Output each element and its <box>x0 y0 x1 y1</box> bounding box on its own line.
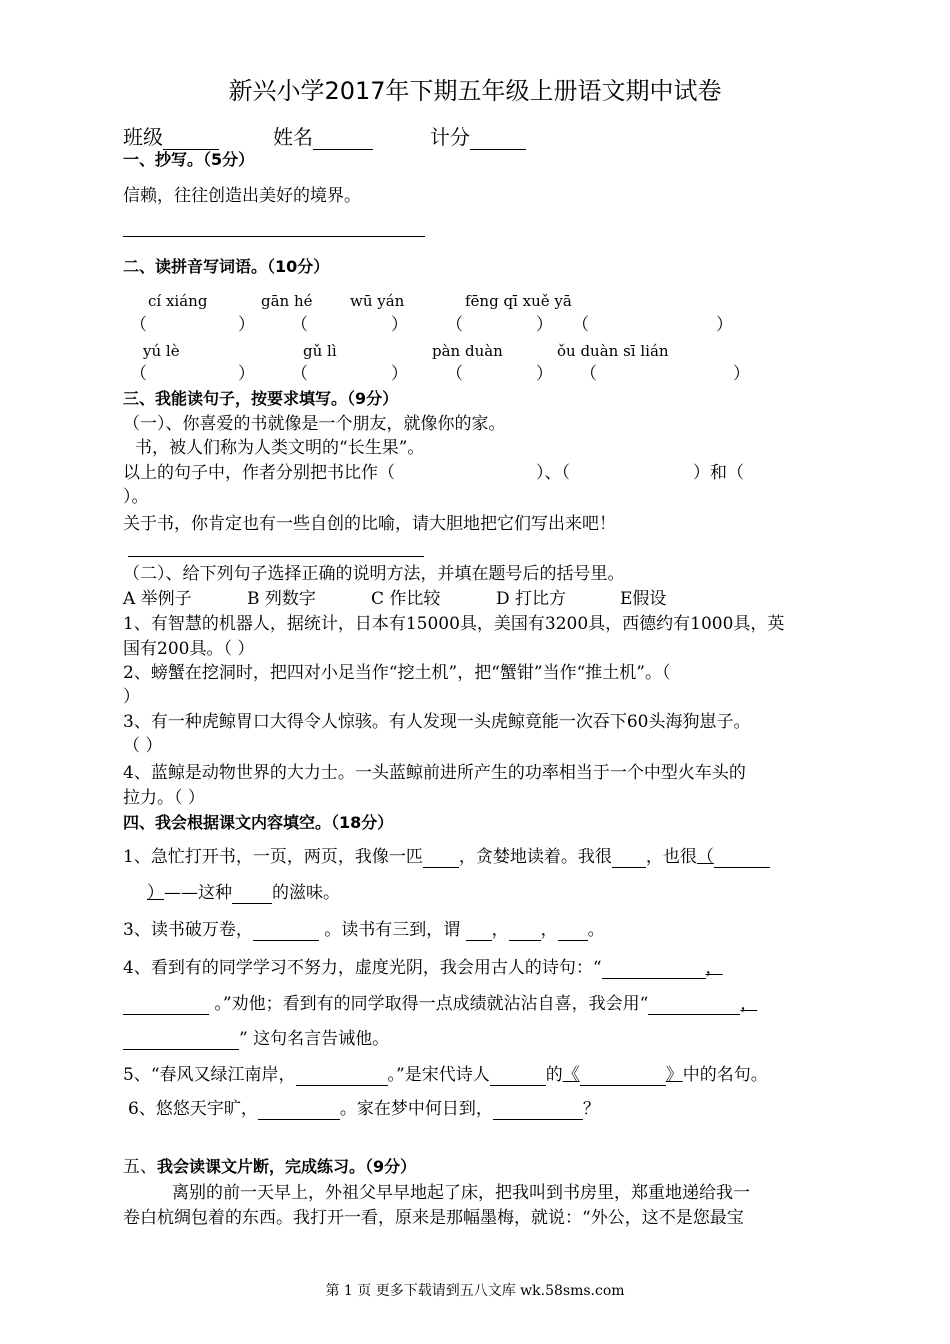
s3-q3b[interactable]: （ ） <box>123 736 163 756</box>
s4-q6: 6、悠悠天宇旷， 。家在梦中何日到， ？ <box>128 1099 600 1119</box>
s3-line-4: ）。 <box>123 487 149 507</box>
section-4-heading: 四、我会根据课文内容填空。（18分） <box>123 813 394 832</box>
answer-paren-1[interactable]: （ <box>130 315 147 335</box>
blank-11[interactable] <box>648 996 740 1015</box>
option-d: D 打比方 <box>496 589 567 609</box>
answer-paren-7[interactable]: （ <box>446 364 463 384</box>
section-2-heading: 二、读拼音写词语。（10分） <box>123 257 330 276</box>
blank-4[interactable] <box>232 885 272 904</box>
blank-8[interactable] <box>558 922 588 941</box>
answer-paren-3-close: ） <box>536 315 553 335</box>
blank-6[interactable] <box>466 922 492 941</box>
answer-paren-6-close: ） <box>391 364 408 384</box>
s3-q2a: 2、螃蟹在挖洞时，把四对小足当作“挖土机”，把“蟹钳”当作“推土机”。（ <box>123 663 671 683</box>
blank-17[interactable] <box>493 1101 583 1120</box>
blank-1[interactable] <box>423 849 459 868</box>
name-label: 姓名 <box>273 125 313 149</box>
blank-7[interactable] <box>509 922 541 941</box>
answer-paren-6[interactable]: （ <box>291 364 308 384</box>
copy-text: 信赖，往往创造出美好的境界。 <box>123 186 361 206</box>
answer-paren-5[interactable]: （ <box>130 364 147 384</box>
s4-q5: 5、“春风又绿江南岸， 。”是宋代诗人 的《 》中的名句。 <box>123 1065 768 1085</box>
s5-paragraph-2: 卷白杭绸包着的东西。我打开一看，原来是那幅墨梅，就说：“外公，这不是您最宝 <box>123 1208 744 1228</box>
answer-paren-7-close: ） <box>536 364 553 384</box>
option-e: E假设 <box>620 589 667 609</box>
option-b: B 列数字 <box>247 589 316 609</box>
blank-10[interactable] <box>123 996 209 1015</box>
page-title: 新兴小学2017年下期五年级上册语文期中试卷 <box>228 77 722 105</box>
answer-paren-4[interactable]: （ <box>572 315 589 335</box>
s5-paragraph-1: 离别的前一天早上，外祖父早早地起了床，把我叫到书房里，郑重地递给我一 <box>172 1183 750 1203</box>
s4-q4-end: ” 这句名言告诫他。 <box>123 1028 389 1050</box>
answer-paren-5-close: ） <box>238 364 255 384</box>
answer-paren-3[interactable]: （ <box>446 315 463 335</box>
pinyin-8: ǒu duàn sī lián <box>557 342 669 360</box>
s3-q4b[interactable]: 拉力。（ ） <box>123 788 205 808</box>
blank-12[interactable] <box>123 1031 239 1050</box>
s4-q1-cont: ）——这种 的滋味。 <box>147 883 340 903</box>
pinyin-1: cí xiáng <box>148 292 208 310</box>
option-c: C 作比较 <box>371 589 441 609</box>
section-5-heading: 五、我会读课文片断，完成练习。（9分） <box>123 1157 417 1177</box>
class-field[interactable] <box>123 124 219 150</box>
s3-q1b[interactable]: 国有200具。（ ） <box>123 639 255 659</box>
pinyin-6: gǔ lì <box>303 342 337 360</box>
blank-2[interactable] <box>612 849 646 868</box>
section-3-heading: 三、我能读句子，按要求填写。（9分） <box>123 389 399 408</box>
pinyin-7: pàn duàn <box>432 342 503 360</box>
blank-15[interactable] <box>580 1067 666 1086</box>
s4-q4-cont: 。”劝他；看到有的同学取得一点成绩就沾沾自喜，我会用“ ， <box>123 993 757 1015</box>
page-footer: 第 1 页 更多下载请到五八文库 wk.58sms.com <box>325 1283 625 1299</box>
answer-paren-8-close: ） <box>733 364 750 384</box>
s3-q3a: 3、有一种虎鲸胃口大得令人惊骇。有人发现一头虎鲸竟能一次吞下60头海狗崽子。 <box>123 712 751 732</box>
answer-paren-4-close: ） <box>716 315 733 335</box>
s3-line-1: （一）、你喜爱的书就像是一个朋友，就像你的家。 <box>123 414 506 434</box>
blank-16[interactable] <box>258 1101 340 1120</box>
s3-q2b[interactable]: ） <box>123 687 140 707</box>
s3-q1a: 1、有智慧的机器人，据统计，日本有15000具，美国有3200具，西德约有1000具，英 <box>123 614 785 634</box>
name-field[interactable] <box>273 124 373 150</box>
pinyin-5: yú lè <box>143 342 180 360</box>
s3-line-5: 关于书，你肯定也有一些自创的比喻，请大胆地把它们写出来吧！ <box>123 514 616 534</box>
class-label: 班级 <box>123 125 163 149</box>
s3-line-3: 以上的句子中，作者分别把书比作（ <box>123 463 395 483</box>
score-field[interactable] <box>430 124 526 150</box>
blank-3[interactable] <box>714 849 770 868</box>
answer-paren-2[interactable]: （ <box>291 315 308 335</box>
blank-13[interactable] <box>296 1067 388 1086</box>
s3-line-3b: ）、（ <box>536 463 570 483</box>
s4-q1: 1、急忙打开书，一页，两页，我像一匹 ，贪婪地读着。我很 ，也很（ <box>123 846 770 868</box>
answer-paren-2-close: ） <box>391 315 408 335</box>
blank-14[interactable] <box>490 1067 546 1086</box>
blank-9[interactable] <box>602 960 706 979</box>
blank-5[interactable] <box>253 922 319 941</box>
s3-q4a: 4、蓝鲸是动物世界的大力士。一头蓝鲸前进所产生的功率相当于一个中型火车头的 <box>123 763 746 783</box>
s3-line-3c: ）和（ <box>693 463 744 483</box>
s3-line-2: 书，被人们称为人类文明的“长生果”。 <box>135 438 425 458</box>
pinyin-2: gān hé <box>261 292 313 310</box>
s4-q4: 4、看到有的同学学习不努力，虚度光阴，我会用古人的诗句：“ ， <box>123 958 723 978</box>
pinyin-3: wū yán <box>350 292 405 310</box>
pinyin-4: fēng qī xuě yā <box>465 292 572 310</box>
s3-line-6: （二）、给下列句子选择正确的说明方法，并填在题号后的括号里。 <box>123 564 625 584</box>
answer-paren-8[interactable]: （ <box>580 364 597 384</box>
option-a: A 举例子 <box>123 589 192 609</box>
section-1-heading: 一、抄写。（5分） <box>123 150 255 169</box>
method-options <box>123 588 192 610</box>
s4-q3: 3、读书破万卷， 。读书有三到，谓 ， ， 。 <box>123 920 605 940</box>
copy-answer-line[interactable] <box>123 236 425 237</box>
score-label: 计分 <box>430 125 470 149</box>
answer-paren-1-close: ） <box>238 315 255 335</box>
metaphor-answer-line[interactable] <box>128 556 424 557</box>
